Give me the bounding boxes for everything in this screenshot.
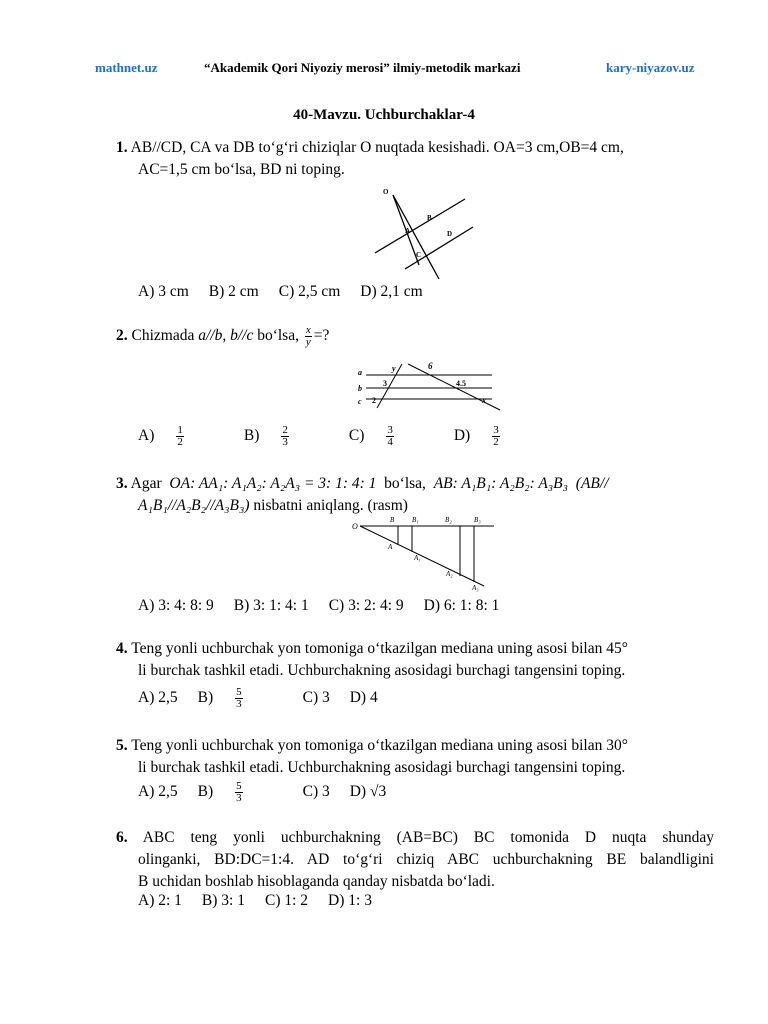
option-d[interactable]: D) 4	[349, 689, 378, 707]
label-line-a: a	[358, 368, 362, 377]
question-1	[116, 137, 714, 181]
label-b2: B₂	[445, 516, 452, 524]
option-a[interactable]: A) 3 cm	[138, 283, 189, 300]
question-2	[116, 325, 714, 348]
label-a: A	[388, 543, 393, 551]
option-b[interactable]: B) 2 cm	[208, 283, 259, 300]
option-d[interactable]: D) 2,1 cm	[360, 283, 423, 300]
answer-options-q1	[138, 283, 443, 301]
answer-options-q5	[138, 781, 406, 804]
label-line-c: c	[358, 397, 362, 406]
question-text: Agar	[130, 475, 162, 492]
answer-options-q6	[138, 892, 392, 910]
label-o: O	[352, 522, 358, 531]
question-math: a//b, b//c	[198, 327, 254, 345]
label-d: D	[447, 230, 453, 238]
label-a3: A₃	[472, 584, 479, 592]
label-b: B	[427, 214, 432, 222]
option-c[interactable]: C) 3	[302, 783, 330, 801]
question-number: 4.	[116, 640, 128, 657]
label-x: x	[482, 396, 486, 405]
option-b[interactable]: B) $\frac{5}{3}$	[197, 686, 242, 710]
question-number: 6.	[116, 829, 128, 846]
answer-options-q2	[138, 425, 560, 448]
option-c[interactable]: C) 1: 2	[264, 892, 309, 909]
label-three: 3	[383, 379, 387, 388]
question-number: 1.	[116, 139, 128, 156]
question-text: ABC teng yonli uchburchakning (AB=BC) BC tomonida D nuqta shunday	[142, 829, 714, 846]
option-c[interactable]: C) $\frac{3}{4}$	[348, 424, 393, 448]
label-y: y	[392, 364, 396, 373]
option-c[interactable]: C) 3	[302, 689, 330, 707]
option-a[interactable]: A) $\frac{1}{2}$	[138, 424, 183, 448]
label-b: B	[390, 516, 395, 524]
question-text: =?	[313, 327, 330, 345]
label-a: A	[405, 227, 411, 235]
question-text: bo‘lsa,	[253, 327, 299, 345]
header-link-mathnet[interactable]: mathnet.uz	[95, 60, 158, 75]
question-number: 2.	[116, 327, 128, 345]
option-a[interactable]: A) 2,5	[138, 783, 178, 801]
label-b1: B₁	[412, 516, 419, 524]
question-text: AC=1,5 cm bo‘lsa, BD ni toping.	[138, 161, 345, 178]
question-5	[116, 735, 714, 779]
option-b[interactable]: B) 3: 1: 4: 1	[233, 597, 309, 614]
option-d[interactable]: D) 6: 1: 8: 1	[423, 597, 500, 614]
label-a1: A₁	[414, 554, 421, 562]
question-text: li burchak tashkil etadi. Uchburchakning asosidagi burchagi tangensini toping.	[138, 759, 626, 776]
label-line-b: b	[358, 384, 362, 393]
header-link-kary[interactable]: kary-niyazov.uz	[606, 60, 695, 75]
option-a[interactable]: A) 2: 1	[138, 892, 182, 909]
question-math: A₁B₁//A₂B₂//A₃B₃)	[138, 497, 250, 514]
option-c[interactable]: C) 3: 2: 4: 9	[328, 597, 404, 614]
question-text: B uchidan boshlab hisoblaganda qanday nisbatda bo‘ladi.	[138, 873, 495, 890]
option-a[interactable]: A) 2,5	[138, 689, 178, 707]
question-number: 5.	[116, 737, 128, 754]
label-a2: A₂	[446, 570, 453, 578]
figure-q2	[352, 358, 502, 414]
page-title: 40-Mavzu. Uchburchaklar-4	[293, 107, 475, 123]
figure-q3	[348, 512, 500, 592]
figure-q1	[365, 183, 475, 283]
question-math: OA: AA₁: A₁A₂: A₂A₃ = 3: 1: 4: 1	[169, 475, 377, 492]
question-number: 3.	[116, 475, 128, 492]
question-text: Chizmada	[131, 327, 199, 345]
option-c[interactable]: C) 2,5 cm	[278, 283, 341, 300]
option-b[interactable]: B) $\frac{2}{3}$	[243, 424, 288, 448]
question-6	[116, 827, 714, 893]
question-text: bo‘lsa,	[384, 475, 426, 492]
option-d[interactable]: D) 1: 3	[328, 892, 372, 909]
option-d[interactable]: D) $\frac{3}{2}$	[453, 424, 499, 448]
question-math: AB: A₁B₁: A₂B₂: A₃B₃	[433, 475, 569, 492]
header-center-title: “Akademik Qori Niyoziy merosi” ilmiy-metodik markazi	[204, 60, 521, 75]
answer-options-q4	[138, 687, 398, 710]
question-3	[116, 473, 714, 517]
label-four-five: 4.5	[456, 379, 466, 388]
label-six: 6	[428, 361, 433, 371]
label-b3: B₃	[474, 516, 481, 524]
question-4	[116, 638, 714, 682]
label-o: O	[383, 188, 389, 196]
page-header	[0, 60, 768, 80]
option-b[interactable]: B) $\frac{5}{3}$	[197, 780, 242, 804]
option-a[interactable]: A) 3: 4: 8: 9	[138, 597, 214, 614]
label-two: 2	[372, 396, 376, 405]
question-text: li burchak tashkil etadi. Uchburchakning asosidagi burchagi tangensini toping.	[138, 662, 626, 679]
label-c: C	[416, 251, 422, 259]
option-d[interactable]: D) √3	[349, 783, 387, 801]
answer-options-q3	[138, 597, 519, 615]
question-text: nisbatni aniqlang. (rasm)	[249, 497, 408, 514]
question-text: Teng yonli uchburchak yon tomoniga o‘tkazilgan mediana uning asosi bilan 30°	[131, 737, 628, 754]
fraction-x-over-y: $\frac{x}{y}$	[305, 324, 311, 348]
question-text: olinganki, BD:DC=1:4. AD to‘g‘ri chiziq ABC uchburchakning BE balandligini	[138, 851, 714, 868]
question-text: Teng yonli uchburchak yon tomoniga o‘tkazilgan mediana uning asosi bilan 45°	[131, 640, 628, 657]
question-text: AB//CD, CA va DB to‘g‘ri chiziqlar O nuqtada kesishadi. OA=3 cm,OB=4 cm,	[130, 139, 624, 156]
option-b[interactable]: B) 3: 1	[201, 892, 245, 909]
question-math: (AB//	[575, 475, 609, 492]
